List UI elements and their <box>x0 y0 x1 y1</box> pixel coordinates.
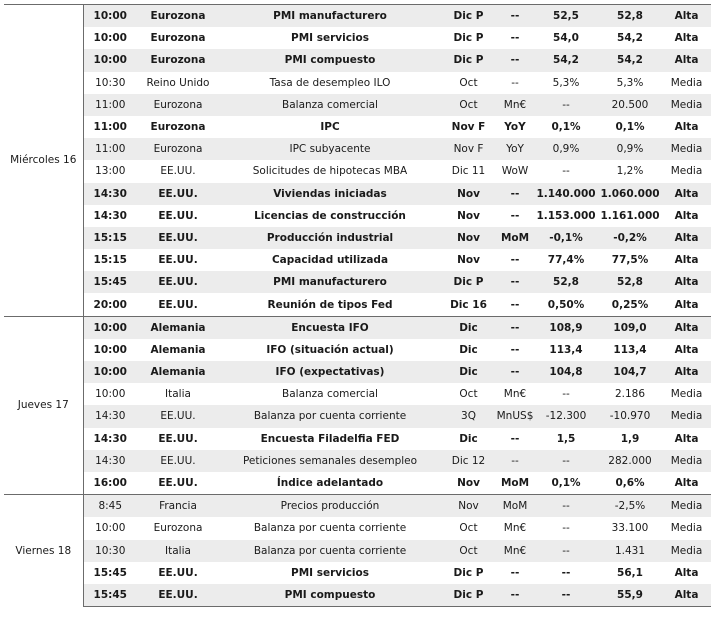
event-importance: Alta <box>662 316 711 339</box>
event-unit: Mn€ <box>496 517 534 539</box>
event-name: Tasa de desempleo ILO <box>219 72 441 94</box>
event-importance: Alta <box>662 5 711 28</box>
event-importance: Media <box>662 495 711 518</box>
event-time: 10:30 <box>83 540 137 562</box>
event-importance: Alta <box>662 428 711 450</box>
event-country: EE.UU. <box>137 405 219 427</box>
economic-calendar <box>4 4 703 607</box>
event-time: 14:30 <box>83 405 137 427</box>
event-previous: 1,5 <box>534 428 598 450</box>
calendar-row <box>4 27 711 49</box>
event-unit: -- <box>496 450 534 472</box>
calendar-row <box>4 5 711 28</box>
event-unit: MoM <box>496 472 534 495</box>
event-country: Francia <box>137 495 219 518</box>
event-unit: -- <box>496 271 534 293</box>
event-importance: Alta <box>662 27 711 49</box>
event-forecast: 20.500 <box>598 94 662 116</box>
event-period: 3Q <box>441 405 496 427</box>
event-importance: Alta <box>662 116 711 138</box>
event-previous: 104,8 <box>534 361 598 383</box>
event-period: Oct <box>441 517 496 539</box>
event-name: Capacidad utilizada <box>219 249 441 271</box>
event-importance: Alta <box>662 361 711 383</box>
event-name: Balanza comercial <box>219 383 441 405</box>
event-unit: MnUS$ <box>496 405 534 427</box>
event-importance: Alta <box>662 205 711 227</box>
event-forecast: 0,1% <box>598 116 662 138</box>
calendar-row <box>4 271 711 293</box>
event-period: Nov <box>441 495 496 518</box>
event-name: PMI manufacturero <box>219 271 441 293</box>
event-period: Dic <box>441 361 496 383</box>
event-period: Dic P <box>441 584 496 607</box>
event-importance: Media <box>662 405 711 427</box>
event-country: EE.UU. <box>137 249 219 271</box>
event-period: Nov F <box>441 138 496 160</box>
event-importance: Media <box>662 94 711 116</box>
event-forecast: 1,9 <box>598 428 662 450</box>
event-forecast: 52,8 <box>598 5 662 28</box>
calendar-row <box>4 584 711 607</box>
event-period: Nov <box>441 472 496 495</box>
event-importance: Alta <box>662 562 711 584</box>
event-time: 15:45 <box>83 271 137 293</box>
event-importance: Alta <box>662 293 711 316</box>
event-name: Balanza comercial <box>219 94 441 116</box>
event-time: 8:45 <box>83 495 137 518</box>
event-forecast: -10.970 <box>598 405 662 427</box>
event-previous: 52,8 <box>534 271 598 293</box>
event-period: Dic <box>441 339 496 361</box>
event-importance: Alta <box>662 183 711 205</box>
event-name: PMI compuesto <box>219 49 441 71</box>
event-period: Dic <box>441 316 496 339</box>
event-period: Dic 12 <box>441 450 496 472</box>
event-previous: 1.140.000 <box>534 183 598 205</box>
event-time: 10:00 <box>83 361 137 383</box>
event-period: Dic <box>441 428 496 450</box>
calendar-row <box>4 293 711 316</box>
event-forecast: 5,3% <box>598 72 662 94</box>
event-previous: -- <box>534 383 598 405</box>
event-importance: Alta <box>662 472 711 495</box>
event-time: 15:45 <box>83 562 137 584</box>
calendar-row <box>4 316 711 339</box>
event-forecast: 54,2 <box>598 27 662 49</box>
event-forecast: 55,9 <box>598 584 662 607</box>
event-period: Nov <box>441 205 496 227</box>
calendar-row <box>4 249 711 271</box>
event-unit: -- <box>496 183 534 205</box>
event-forecast: 0,6% <box>598 472 662 495</box>
event-time: 20:00 <box>83 293 137 316</box>
event-previous: -- <box>534 540 598 562</box>
event-country: EE.UU. <box>137 227 219 249</box>
event-country: Alemania <box>137 361 219 383</box>
event-previous: 5,3% <box>534 72 598 94</box>
day-label: Viernes 18 <box>4 495 83 607</box>
event-period: Nov <box>441 249 496 271</box>
calendar-row <box>4 540 711 562</box>
event-time: 10:00 <box>83 339 137 361</box>
event-forecast: 104,7 <box>598 361 662 383</box>
event-name: IFO (situación actual) <box>219 339 441 361</box>
event-time: 10:00 <box>83 383 137 405</box>
event-country: EE.UU. <box>137 160 219 182</box>
calendar-row <box>4 405 711 427</box>
event-time: 10:00 <box>83 27 137 49</box>
event-country: Reino Unido <box>137 72 219 94</box>
event-name: Balanza por cuenta corriente <box>219 517 441 539</box>
event-unit: -- <box>496 562 534 584</box>
event-time: 10:00 <box>83 5 137 28</box>
event-period: Nov <box>441 183 496 205</box>
event-name: Producción industrial <box>219 227 441 249</box>
event-period: Dic 11 <box>441 160 496 182</box>
event-previous: 52,5 <box>534 5 598 28</box>
event-period: Nov F <box>441 116 496 138</box>
event-previous: -- <box>534 562 598 584</box>
event-time: 14:30 <box>83 450 137 472</box>
event-previous: 108,9 <box>534 316 598 339</box>
event-period: Dic P <box>441 271 496 293</box>
event-unit: -- <box>496 5 534 28</box>
event-name: Balanza por cuenta corriente <box>219 405 441 427</box>
event-time: 10:30 <box>83 72 137 94</box>
calendar-table <box>4 4 711 607</box>
event-period: Dic P <box>441 5 496 28</box>
event-country: Italia <box>137 540 219 562</box>
calendar-row <box>4 339 711 361</box>
event-previous: -- <box>534 495 598 518</box>
event-unit: -- <box>496 361 534 383</box>
event-name: PMI servicios <box>219 562 441 584</box>
event-importance: Media <box>662 160 711 182</box>
event-previous: 54,2 <box>534 49 598 71</box>
calendar-row <box>4 450 711 472</box>
event-previous: 1.153.000 <box>534 205 598 227</box>
event-previous: -- <box>534 160 598 182</box>
event-country: EE.UU. <box>137 450 219 472</box>
event-forecast: 1.060.000 <box>598 183 662 205</box>
event-importance: Alta <box>662 271 711 293</box>
event-name: IPC <box>219 116 441 138</box>
event-name: IFO (expectativas) <box>219 361 441 383</box>
event-name: IPC subyacente <box>219 138 441 160</box>
calendar-row <box>4 495 711 518</box>
event-name: Solicitudes de hipotecas MBA <box>219 160 441 182</box>
event-unit: Mn€ <box>496 540 534 562</box>
event-unit: WoW <box>496 160 534 182</box>
calendar-row <box>4 116 711 138</box>
calendar-row <box>4 517 711 539</box>
event-name: PMI servicios <box>219 27 441 49</box>
event-unit: -- <box>496 428 534 450</box>
event-period: Nov <box>441 227 496 249</box>
event-time: 15:45 <box>83 584 137 607</box>
calendar-row <box>4 383 711 405</box>
event-period: Oct <box>441 72 496 94</box>
event-importance: Media <box>662 450 711 472</box>
event-country: EE.UU. <box>137 428 219 450</box>
event-name: Licencias de construcción <box>219 205 441 227</box>
event-previous: -0,1% <box>534 227 598 249</box>
event-importance: Alta <box>662 584 711 607</box>
event-country: EE.UU. <box>137 293 219 316</box>
event-name: Peticiones semanales desempleo <box>219 450 441 472</box>
event-name: Balanza por cuenta corriente <box>219 540 441 562</box>
calendar-row <box>4 205 711 227</box>
event-country: EE.UU. <box>137 584 219 607</box>
event-period: Dic P <box>441 49 496 71</box>
event-period: Dic P <box>441 27 496 49</box>
event-forecast: 2.186 <box>598 383 662 405</box>
event-forecast: -0,2% <box>598 227 662 249</box>
event-forecast: 0,25% <box>598 293 662 316</box>
event-forecast: 1.161.000 <box>598 205 662 227</box>
event-time: 14:30 <box>83 428 137 450</box>
event-time: 11:00 <box>83 94 137 116</box>
event-previous: 0,1% <box>534 472 598 495</box>
event-time: 10:00 <box>83 316 137 339</box>
event-forecast: 56,1 <box>598 562 662 584</box>
event-country: Eurozona <box>137 5 219 28</box>
event-name: Precios producción <box>219 495 441 518</box>
event-unit: Mn€ <box>496 94 534 116</box>
event-unit: -- <box>496 49 534 71</box>
event-previous: 0,9% <box>534 138 598 160</box>
event-country: Italia <box>137 383 219 405</box>
event-forecast: 52,8 <box>598 271 662 293</box>
event-time: 15:15 <box>83 227 137 249</box>
event-country: Eurozona <box>137 116 219 138</box>
event-forecast: 1.431 <box>598 540 662 562</box>
event-previous: -12.300 <box>534 405 598 427</box>
event-country: Alemania <box>137 316 219 339</box>
event-country: EE.UU. <box>137 205 219 227</box>
event-previous: -- <box>534 584 598 607</box>
event-country: EE.UU. <box>137 271 219 293</box>
event-forecast: 113,4 <box>598 339 662 361</box>
calendar-row <box>4 227 711 249</box>
day-label: Miércoles 16 <box>4 5 83 317</box>
event-country: Eurozona <box>137 138 219 160</box>
event-importance: Media <box>662 383 711 405</box>
day-label: Jueves 17 <box>4 316 83 495</box>
event-country: Eurozona <box>137 517 219 539</box>
event-country: EE.UU. <box>137 183 219 205</box>
event-forecast: 54,2 <box>598 49 662 71</box>
event-time: 11:00 <box>83 116 137 138</box>
event-importance: Alta <box>662 227 711 249</box>
calendar-row <box>4 49 711 71</box>
event-forecast: 0,9% <box>598 138 662 160</box>
event-name: Viviendas iniciadas <box>219 183 441 205</box>
event-forecast: 77,5% <box>598 249 662 271</box>
event-forecast: 33.100 <box>598 517 662 539</box>
event-importance: Alta <box>662 339 711 361</box>
event-previous: -- <box>534 517 598 539</box>
event-time: 10:00 <box>83 517 137 539</box>
event-importance: Alta <box>662 249 711 271</box>
event-country: Alemania <box>137 339 219 361</box>
event-country: Eurozona <box>137 27 219 49</box>
event-unit: YoY <box>496 138 534 160</box>
event-name: PMI compuesto <box>219 584 441 607</box>
event-time: 14:30 <box>83 183 137 205</box>
event-unit: -- <box>496 72 534 94</box>
event-country: EE.UU. <box>137 472 219 495</box>
event-importance: Media <box>662 517 711 539</box>
event-time: 16:00 <box>83 472 137 495</box>
event-period: Oct <box>441 540 496 562</box>
event-country: Eurozona <box>137 49 219 71</box>
calendar-row <box>4 562 711 584</box>
event-name: Índice adelantado <box>219 472 441 495</box>
event-forecast: 109,0 <box>598 316 662 339</box>
event-period: Oct <box>441 383 496 405</box>
event-previous: 113,4 <box>534 339 598 361</box>
event-unit: -- <box>496 584 534 607</box>
event-period: Dic 16 <box>441 293 496 316</box>
event-previous: -- <box>534 94 598 116</box>
calendar-row <box>4 361 711 383</box>
event-country: Eurozona <box>137 94 219 116</box>
event-previous: 0,50% <box>534 293 598 316</box>
calendar-row <box>4 138 711 160</box>
event-importance: Alta <box>662 49 711 71</box>
event-importance: Media <box>662 138 711 160</box>
event-previous: 77,4% <box>534 249 598 271</box>
event-unit: -- <box>496 249 534 271</box>
calendar-row <box>4 183 711 205</box>
calendar-row <box>4 94 711 116</box>
event-time: 10:00 <box>83 49 137 71</box>
event-unit: MoM <box>496 495 534 518</box>
event-forecast: -2,5% <box>598 495 662 518</box>
calendar-row <box>4 472 711 495</box>
event-importance: Media <box>662 540 711 562</box>
event-forecast: 282.000 <box>598 450 662 472</box>
event-time: 13:00 <box>83 160 137 182</box>
calendar-row <box>4 72 711 94</box>
event-unit: -- <box>496 205 534 227</box>
event-period: Dic P <box>441 562 496 584</box>
event-unit: -- <box>496 27 534 49</box>
event-country: EE.UU. <box>137 562 219 584</box>
event-unit: Mn€ <box>496 383 534 405</box>
event-forecast: 1,2% <box>598 160 662 182</box>
event-unit: MoM <box>496 227 534 249</box>
event-unit: YoY <box>496 116 534 138</box>
calendar-row <box>4 160 711 182</box>
event-time: 11:00 <box>83 138 137 160</box>
event-time: 14:30 <box>83 205 137 227</box>
event-previous: -- <box>534 450 598 472</box>
calendar-row <box>4 428 711 450</box>
event-name: Encuesta Filadelfia FED <box>219 428 441 450</box>
event-importance: Media <box>662 72 711 94</box>
event-period: Oct <box>441 94 496 116</box>
event-unit: -- <box>496 339 534 361</box>
event-unit: -- <box>496 316 534 339</box>
event-previous: 0,1% <box>534 116 598 138</box>
event-previous: 54,0 <box>534 27 598 49</box>
event-name: Encuesta IFO <box>219 316 441 339</box>
event-name: PMI manufacturero <box>219 5 441 28</box>
event-time: 15:15 <box>83 249 137 271</box>
event-unit: -- <box>496 293 534 316</box>
event-name: Reunión de tipos Fed <box>219 293 441 316</box>
calendar-body <box>4 5 711 607</box>
